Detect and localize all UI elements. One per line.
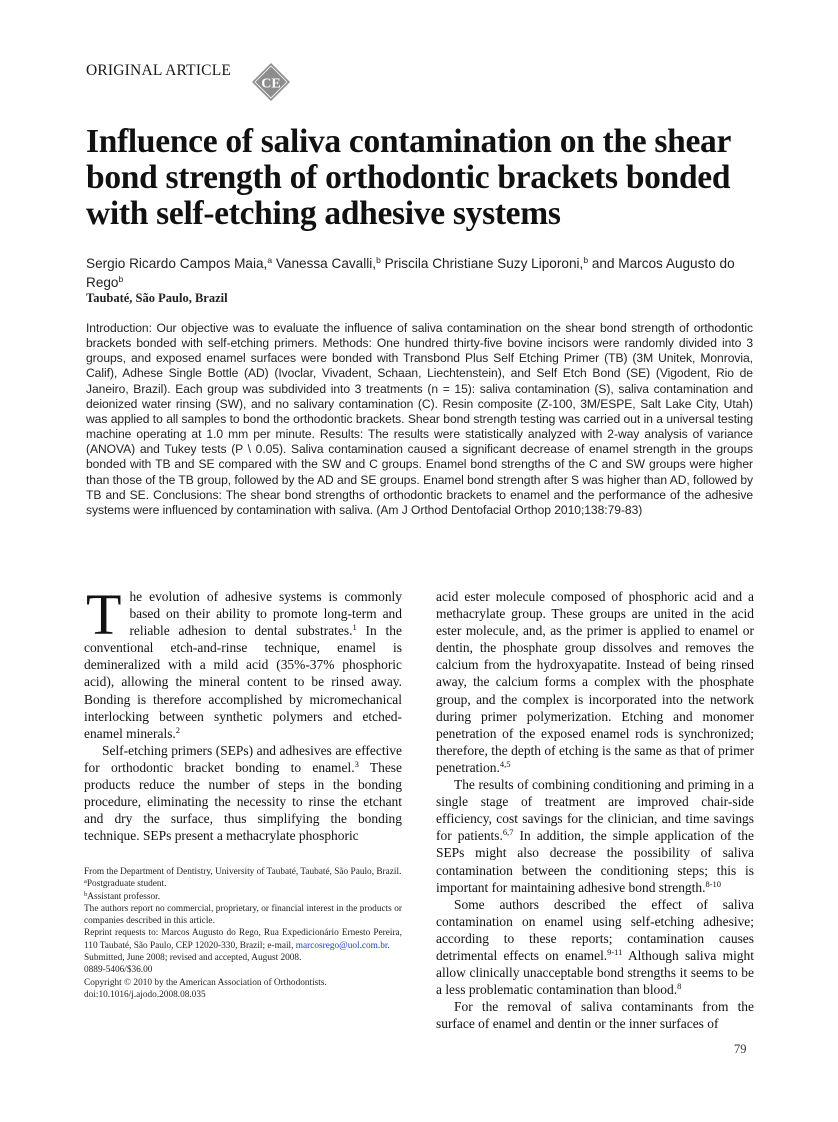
abstract: Introduction: Our objective was to evaluate the influence of saliva contamination on the shear bond strength of orthodontic brackets bonded with self-etching primers. Methods: One hundred thirty-five bovine incisors were randomly divided into 3 groups, and exposed enamel surfaces were bonded with Transbond Plus Self Etching Primer (TB) (3M Unitek, Monrovia, Calif), Adhese Single Bottle (AD) (Ivoclar, Vivadent, Schaan, Liechtenstein), and Self Etch Bond (SE) (Vigodent, Rio de Janeiro, Brazil). Each group was subdivided into 3 treatments (n = 15): saliva contamination (S), saliva contamination and deionized water rinsing (SW), and no salivary contamination (C). Resin composite (Z-100, 3M/ESPE, Salt Lake City, Utah) was applied to all samples to bond the orthodontic brackets. Shear bond strength testing was carried out in a universal testing machine operating at 1.0 mm per minute. Results: The results were statistically analyzed with 2-way analysis of variance (ANOVA) and Tukey tests (P \ 0.05). Saliva contamination caused a significant decrease of enamel strength in the groups bonded with TB and SE compared with the SW and C groups. Enamel bond strengths of the C and SW groups were higher than those of the TB group, followed by the AD and SE groups. Enamel bond strength after S was higher than AD, followed by TB and SE. Conclusions: The shear bond strengths of orthodontic brackets to enamel and the performance of the adhesive systems were influenced by contamination with saliva. (Am J Orthod Dentofacial Orthop 2010;138:79-83) — [86, 321, 753, 517]
reference-citation: 8 — [677, 981, 682, 992]
footnote-issn: 0889-5406/$36.00 — [84, 965, 153, 976]
author-affiliation-mark: b — [118, 274, 124, 284]
reference-citation: 2 — [175, 724, 181, 735]
author-list: Sergio Ricardo Campos Maia,$^a$ Vanessa Cavalli,$^b$ Priscila Christiane Suzy Liporoni,$^b$ and Marcos Augusto do Rego$^b$ — [86, 255, 735, 290]
body-paragraph: The evolution of adhesive systems is commonly based on their ability to promote long-term and reliable adhesion to dental substrates.$^1$ In the conventional etch-and-rinse technique, enamel is demineralized with a mild acid (35%-37% phosphoric acid), allowing the mineral content to be rinsed away. Bonding is therefore accomplished by micromechanical interlocking between synthetic polymers and etched-enamel minerals.$^2$ — [84, 582, 402, 741]
body-paragraph: For the removal of saliva contaminants from the surface of enamel and dentin or the inner surfaces of — [436, 999, 754, 1032]
ce-badge-icon — [251, 62, 291, 102]
body-paragraph: acid ester molecule composed of phosphoric acid and a methacrylate group. These groups are united in the acid ester molecule, and, as the primer is applied to enamel or dentin, the phosphate group dissolves and removes the calcium from the hydroxyapatite. Instead of being rinsed away, the calcium forms a complex with the phosphate group, and the complex is incorporated into the network during primer polymerization. Etching and monomer penetration of the exposed enamel rods is synchronized; therefore, the depth of etching is the same as that of primer penetration.$^{4,5}$ — [436, 589, 754, 775]
author-location: Taubaté, São Paulo, Brazil — [86, 291, 228, 305]
reference-citation: 9-11 — [607, 946, 623, 957]
body-paragraph: Self-etching primers (SEPs) and adhesives are effective for orthodontic bracket bonding to enamel.$^3$ These products reduce the number of steps in the bonding procedure, eliminating the necessity to rinse the etchant and dry the surface, thus simplifying the bonding technique. SEPs present a methacrylate phosphoric — [84, 742, 403, 844]
author-name: Sergio Ricardo Campos Maia, — [86, 256, 268, 271]
reference-citation: 6,7 — [502, 827, 514, 838]
author-affiliation-mark: b — [376, 255, 381, 265]
email-link[interactable]: marcosrego@uol.com.br — [295, 940, 388, 951]
author-affiliation-mark: b — [583, 255, 589, 265]
ce-badge-text: CE — [261, 76, 281, 92]
article-title: Influence of saliva contamination on the shear bond strength of orthodontic brackets bonded with self-etching adhesive systems — [86, 123, 731, 232]
footnote-affiliation: From the Department of Dentistry, University of Taubaté, Taubaté, São Paulo, Brazil. — [84, 867, 402, 877]
footnote-reprint: Reprint requests to: Marcos Augusto do Rego, Rua Expedicionário Ernesto Pereira, 110 Taubaté, São Paulo, CEP 12020-330, Brazil; e-mail, marcosrego@uol.com.br. — [84, 928, 402, 951]
author-name: Priscila Christiane Suzy Liporoni, — [384, 256, 584, 271]
reference-citation: 8-10 — [705, 878, 722, 889]
section-label: ORIGINAL ARTICLE — [86, 62, 232, 79]
author-affiliation-mark: a — [267, 255, 273, 265]
reference-citation: 4,5 — [499, 758, 511, 769]
body-column-right — [436, 588, 754, 1032]
article-footnotes — [84, 866, 402, 1001]
drop-cap: T — [86, 582, 122, 647]
body-paragraph: Some authors described the effect of saliva contamination on enamel using self-etching adhesive; according to these reports; contamination causes detrimental effects on enamel.$^{9-11}$ Although saliva might allow clinically unacceptable bond strengths it seems to be a less problematic contamination than blood.$^8$ — [436, 896, 754, 998]
reference-citation: 3 — [354, 758, 359, 769]
footnote-disclosure: The authors report no commercial, proprietary, or financial interest in the products or companies described in this article. — [84, 903, 402, 927]
footnote-submitted: Submitted, June 2008; revised and accepted, August 2008. — [84, 953, 302, 964]
footnote-copyright: Copyright © 2010 by the American Association of Orthodontists. — [84, 977, 327, 988]
reference-citation: 1 — [352, 622, 357, 633]
body-column-left — [84, 582, 403, 844]
page-number: 79 — [734, 1042, 747, 1056]
author-name: Marcos Augusto do Rego — [86, 256, 735, 290]
footnote-doi[interactable]: doi:10.1016/j.ajodo.2008.08.035 — [84, 989, 206, 1000]
footnote-a: $^a$Postgraduate student. — [84, 878, 167, 890]
body-paragraph: The results of combining conditioning and priming in a single stage of treatment are improved chair-side efficiency, cost savings for the clinician, and time savings for patients.$^{6,7}$ In addition, the simple application of the SEPs might also decrease the possibility of saliva contamination between the conditioning steps; this is important for maintaining adhesive bond strength.$^{8-10}$ — [436, 777, 754, 895]
author-name: Vanessa Cavalli, — [275, 256, 377, 271]
footnote-b: $^b$Assistant professor. — [84, 890, 161, 902]
